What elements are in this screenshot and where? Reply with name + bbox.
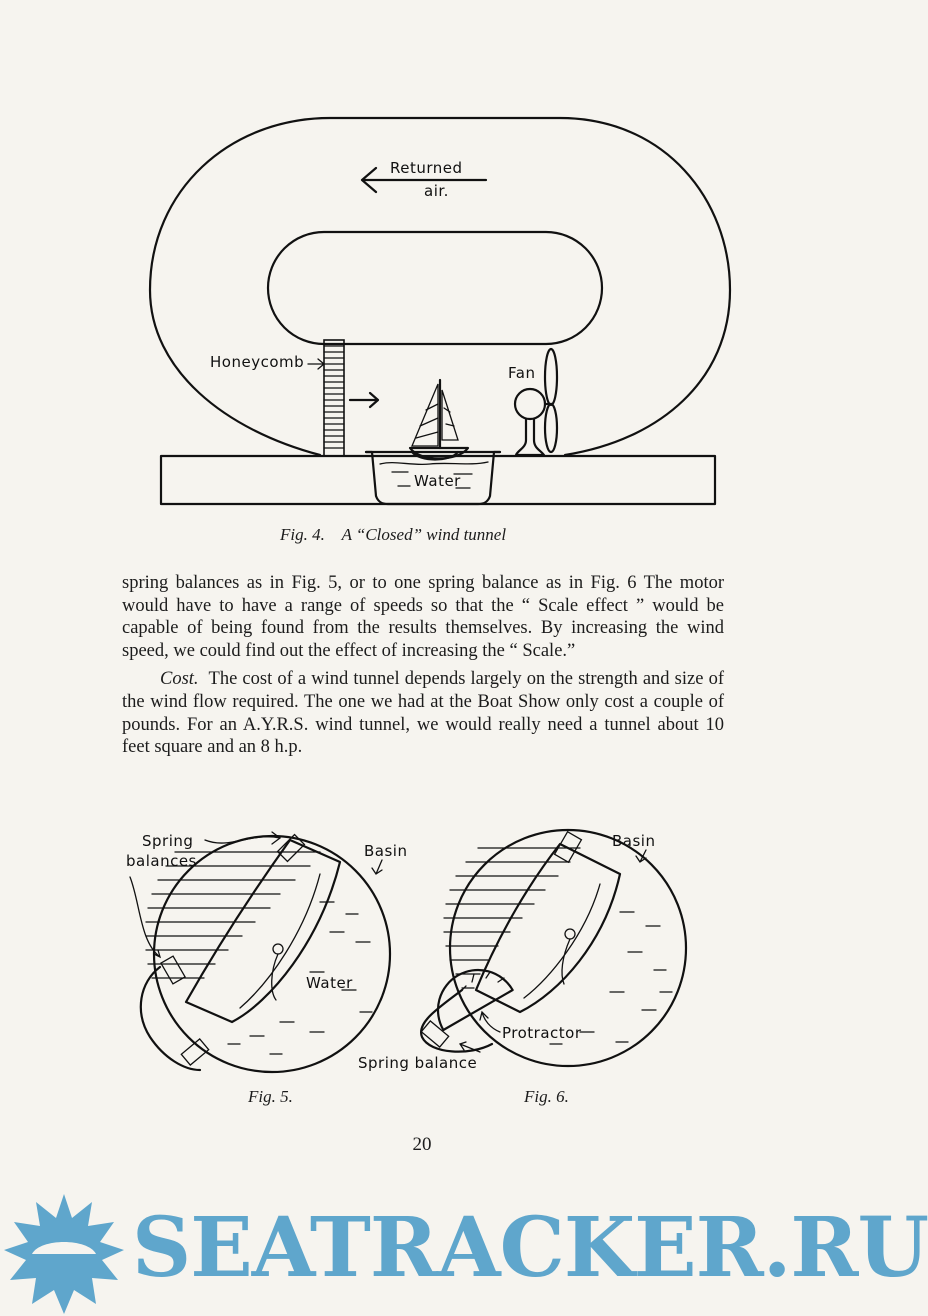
water-label: Water [414, 472, 461, 490]
figure-4-closed-wind-tunnel-drawing [0, 0, 844, 520]
figure-5-drawing [120, 822, 420, 1080]
honeycomb-pointer-arrow-icon [308, 359, 324, 369]
fig5-water-label: Water [306, 974, 353, 992]
honeycomb-label: Honeycomb [210, 353, 305, 371]
figure-5-caption: Fig. 5. [248, 1087, 293, 1106]
figure-6-caption: Fig. 6. [524, 1087, 569, 1106]
paragraph-cost [122, 668, 724, 758]
figure-6-drawing [358, 822, 710, 1080]
air-label: air. [424, 182, 449, 200]
returned-label: Returned [390, 159, 463, 177]
honeycomb-grid [324, 340, 344, 456]
figure-4-caption [280, 525, 506, 545]
figure-4-caption-text: A “Closed” wind tunnel [341, 525, 507, 544]
fig6-basin-label: Basin [612, 832, 656, 850]
fig5-spring-label: Spring [142, 832, 194, 850]
fan-label: Fan [508, 364, 536, 382]
model-sailboat-icon [410, 380, 468, 459]
body-text [122, 572, 724, 765]
tunnel-inner-loop [268, 232, 602, 344]
figure-4-caption-number: Fig. 4. [280, 525, 325, 544]
shaded-air-region [421, 848, 580, 1052]
spring-balance-bottom-icon [161, 956, 185, 984]
cost-text: The cost of a wind tunnel depends largely on the strength and size of the wind flow required. The one we had at the Boat Show only cost a couple of pounds. For an A.Y.R.S. wind tunnel, we would really need a tunnel about 10 feet square and an 8 h.p. [122, 669, 724, 758]
shaded-air-region [141, 852, 320, 1070]
basin-pointer-arrow-icon [372, 860, 382, 874]
air-flow-arrow-icon [350, 393, 378, 407]
fig6-protractor-label: Protractor [502, 1024, 582, 1042]
cost-lead: Cost. [160, 669, 199, 690]
boat-hull [476, 844, 620, 1012]
page-number: 20 [412, 1134, 432, 1155]
paragraph-scale-effect: spring balances as in Fig. 5, or to one spring balance as in Fig. 6 The motor would have to have a range of speeds so that the “ Scale effect ” would be capable of being found from the results themselves. By increasing the wind speed, we could find out the effect of increasing the “ Scale.” [122, 573, 724, 661]
fig5-balances-label: balances [126, 852, 197, 870]
protractor-icon [423, 955, 512, 1030]
watermark-text: SEATRACKER.RU [132, 1200, 928, 1296]
fig5-basin-label: Basin [364, 842, 408, 860]
fig6-spring-balance-label: Spring balance [358, 1054, 478, 1072]
basin-circle [154, 836, 390, 1072]
spring-pointer-arrow-icon [205, 832, 280, 844]
boat-hull [186, 840, 340, 1022]
sun-icon [4, 1194, 124, 1314]
balances-pointer-arrow-icon [130, 877, 160, 957]
